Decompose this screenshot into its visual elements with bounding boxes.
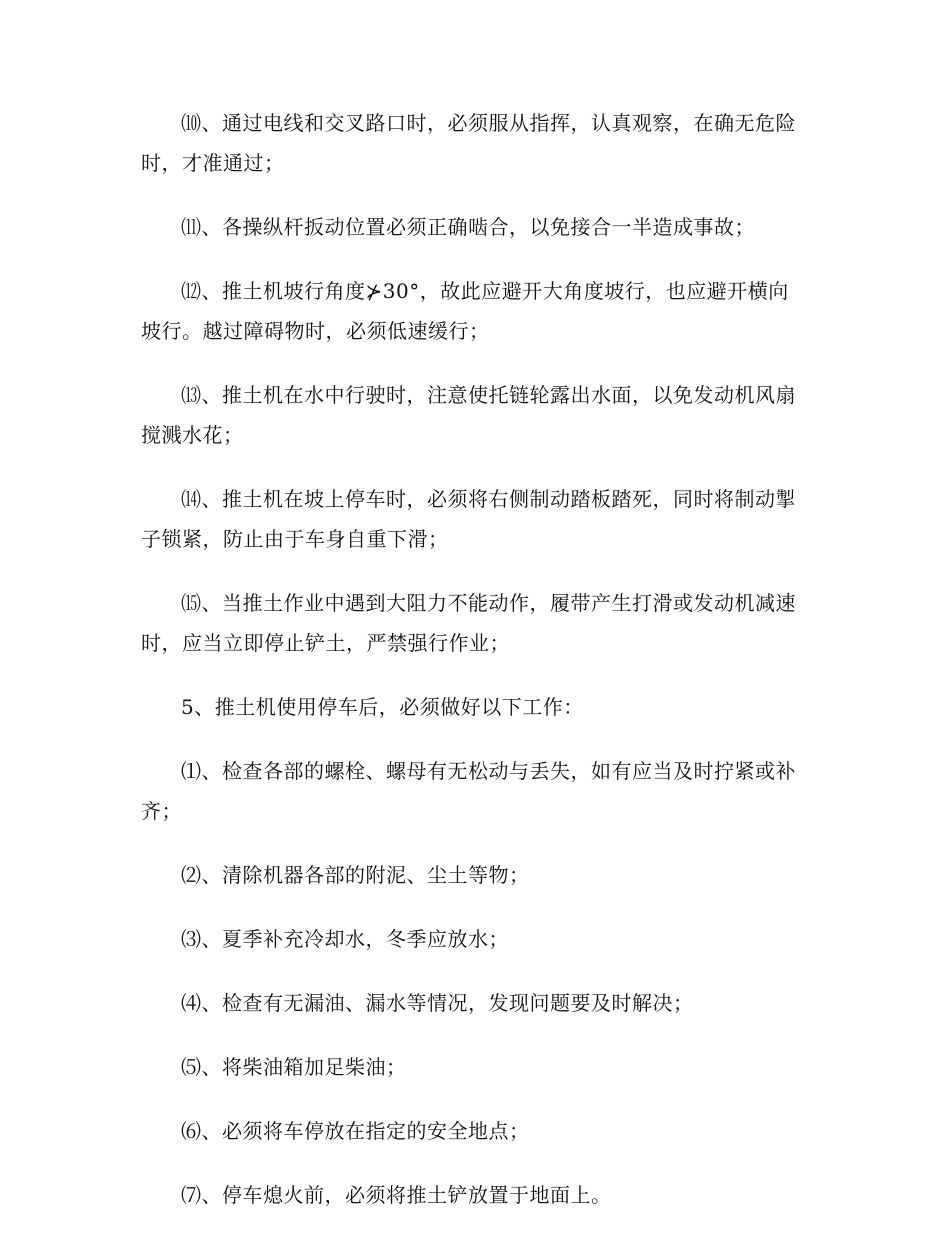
paragraph-item-7: ⑺、停车熄火前，必须将推土铲放置于地面上。 bbox=[181, 1183, 612, 1207]
paragraph-item-14: ⒁、推土机在坡上停车时，必须将右侧制动踏板踏死，同时将制动掣子锁紧，防止由于车身自重下滑； bbox=[141, 487, 796, 551]
paragraph-item-15: ⒂、当推土作业中遇到大阻力不能动作，履带产生打滑或发动机减速时，应当立即停止铲土，严禁强行作业； bbox=[141, 591, 796, 655]
paragraph-item-4: ⑷、检查有无漏油、漏水等情况，发现问题要及时解决； bbox=[181, 991, 694, 1015]
section-heading-5: 5、推土机使用停车后，必须做好以下工作： bbox=[181, 695, 584, 719]
paragraph-item-10: ⑽、通过电线和交叉路口时，必须服从指挥，认真观察，在确无危险时，才准通过； bbox=[141, 111, 796, 175]
paragraph-item-12: ⑿、推土机坡行角度⊁30°，故此应避开大角度坡行，也应避开横向坡行。越过障碍物时，必须低速缓行； bbox=[141, 279, 789, 343]
paragraph-item-1: ⑴、检查各部的螺栓、螺母有无松动与丢失，如有应当及时拧紧或补齐； bbox=[141, 759, 796, 823]
paragraph-item-3: ⑶、夏季补充冷却水，冬季应放水； bbox=[181, 927, 509, 951]
paragraph-item-2: ⑵、清除机器各部的附泥、尘土等物； bbox=[181, 863, 530, 887]
document-body bbox=[141, 103, 801, 1239]
paragraph-item-11: ⑾、各操纵杆扳动位置必须正确啮合，以免接合一半造成事故； bbox=[181, 215, 755, 239]
paragraph-item-6: ⑹、必须将车停放在指定的安全地点； bbox=[181, 1119, 530, 1143]
paragraph-item-13: ⒀、推土机在水中行驶时，注意使托链轮露出水面，以免发动机风扇搅溅水花； bbox=[141, 383, 796, 447]
paragraph-item-5: ⑸、将柴油箱加足柴油； bbox=[181, 1055, 407, 1079]
